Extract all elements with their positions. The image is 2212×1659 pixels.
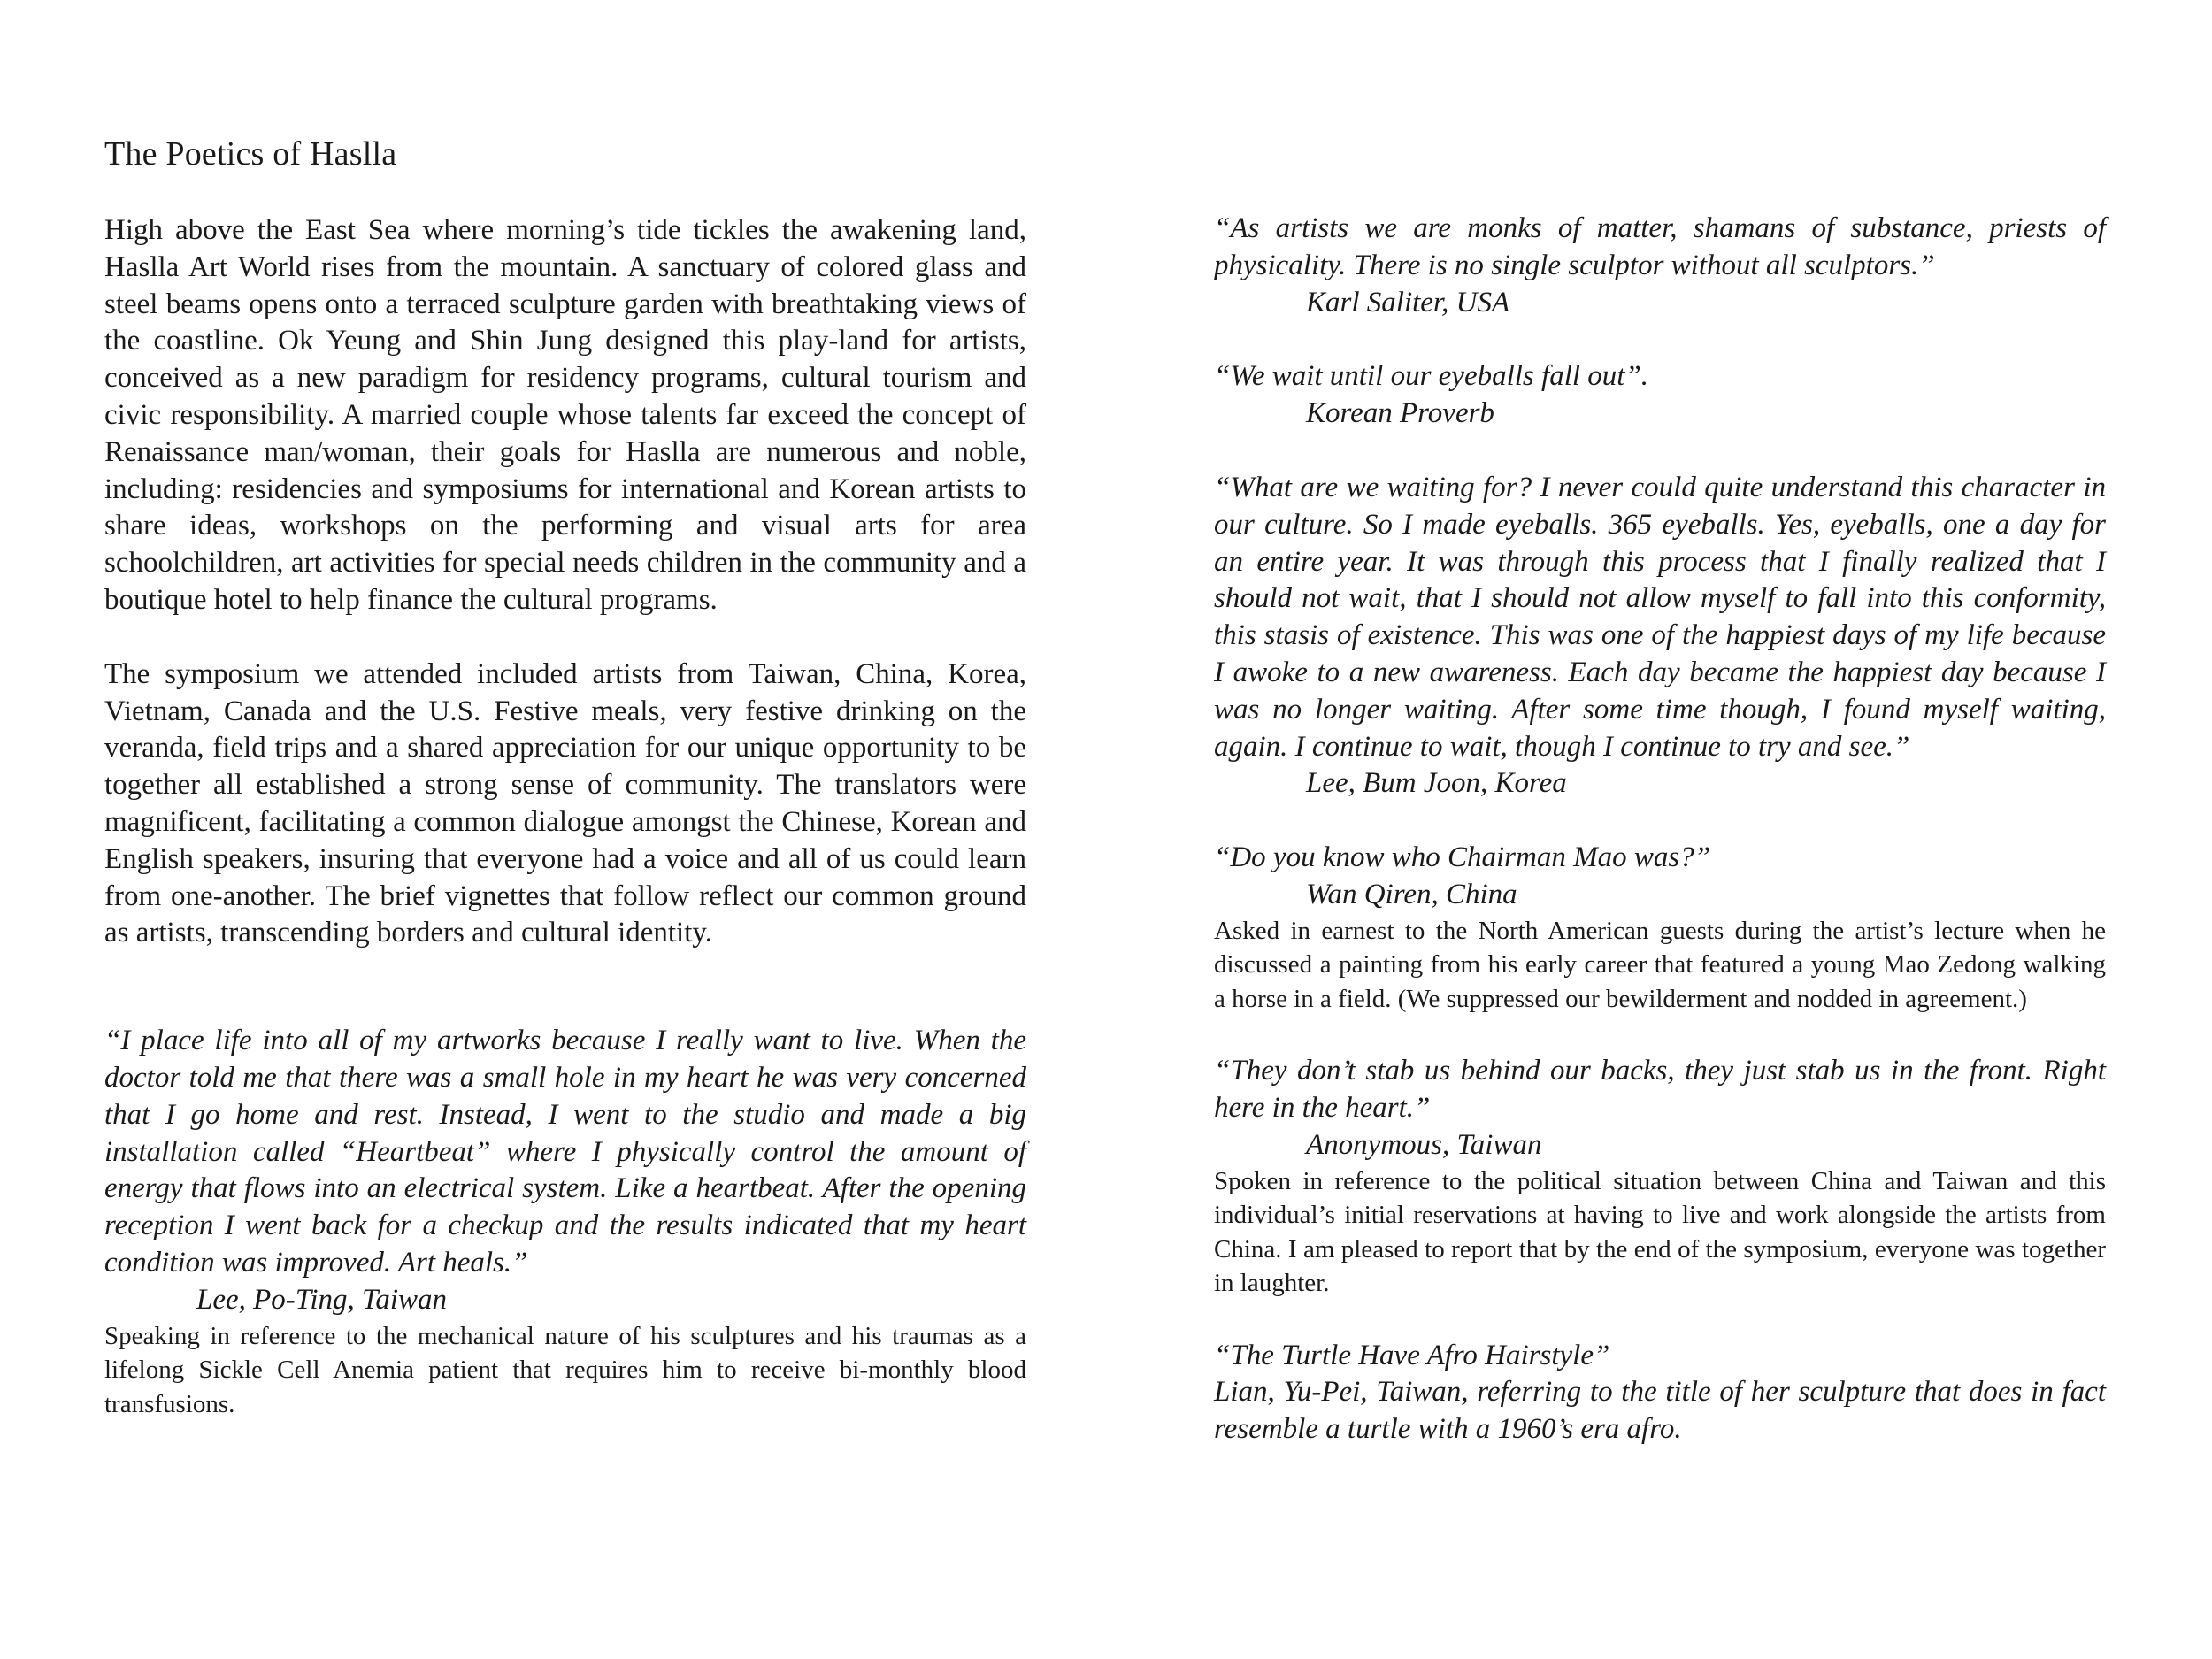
- quote-note: Asked in earnest to the North American guests during the artist’s lecture when he discussed a painting from his early career that featured a young Mao Zedong walking a horse in a field. (We suppressed our bewilderment and nodded in agreement.): [1214, 916, 2106, 1013]
- quote-text: “Do you know who Chairman Mao was?”: [1214, 841, 1711, 874]
- quote-attribution: Karl Saliter, USA: [1306, 286, 1510, 319]
- page-title: The Poetics of Haslla: [104, 135, 397, 173]
- quote-text: “What are we waiting for? I never could quite understand this character in our culture. So I made eyeballs. 365 eyeballs. Yes, eyeballs, one a day for an entire year. It was through this process that I finally realized that I should not wait, that I should not allow myself to fall into this conformity, this stasis of existence. This was one of the happiest days of my life because I awoke to a new awareness. Each day became the happiest day because I was no longer waiting. After some time though, I found myself waiting, again. I continue to wait, though I continue to try and see.”: [1214, 471, 2106, 763]
- right-page: [1106, 0, 2212, 1659]
- quote-note: Spoken in reference to the political situation between China and Taiwan and this individual’s initial reservations at having to live and work alongside the artists from China. I am pleased to report that by the end of the symposium, everyone was together in laughter.: [1214, 1166, 2106, 1298]
- quote-text: “They don’t stab us behind our backs, they just stab us in the front. Right here in the heart.”: [1214, 1055, 2106, 1125]
- quote-block-korean-proverb: [1214, 358, 2106, 433]
- quote-block-lee-po-ting: [104, 1023, 1026, 1421]
- quote-text: “The Turtle Have Afro Hairstyle”: [1214, 1339, 1610, 1371]
- quote-attribution: Lee, Po-Ting, Taiwan: [196, 1283, 447, 1316]
- quote-text: “I place life into all of my artworks because I really want to live. When the doctor told me that there was a small hole in my heart he was very concerned that I go home and rest. Instead, I went to the studio and made a big installation called “Heartbeat” where I physically control the amount of energy that flows into an electrical system. Like a heartbeat. After the opening reception I went back for a checkup and the results indicated that my heart condition was improved. Art heals.”: [104, 1025, 1026, 1279]
- quote-attribution: Korean Proverb: [1306, 397, 1494, 430]
- left-column: [104, 133, 1026, 1458]
- symposium-paragraph: The symposium we attended included artists from Taiwan, China, Korea, Vietnam, Canada and the U.S. Festive meals, very festive drinking on the veranda, field trips and a shared appreciation for our unique opportunity to be together all established a strong sense of community. The translators were magnificent, facilitating a common dialogue amongst the Chinese, Korean and English speakers, insuring that everyone had a voice and all of us could learn from one-another. The brief vignettes that follow reflect our common ground as artists, transcending borders and cultural identity.: [104, 657, 1026, 949]
- quote-text: “We wait until our eyeballs fall out”.: [1214, 360, 1649, 393]
- quote-note: Speaking in reference to the mechanical nature of his sculptures and his traumas as a lifelong Sickle Cell Anemia patient that requires him to receive bi-monthly blood transfusions.: [104, 1321, 1026, 1418]
- quote-block-karl-saliter: [1214, 211, 2106, 321]
- quote-caption: Lian, Yu-Pei, Taiwan, referring to the title of her sculpture that does in fact resemble a turtle with a 1960’s era afro.: [1214, 1376, 2106, 1446]
- intro-paragraph: High above the East Sea where morning’s tide tickles the awakening land, Haslla Art World rises from the mountain. A sanctuary of colored glass and steel beams opens onto a terraced sculpture garden with breathtaking views of the coastline. Ok Yeung and Shin Jung designed this play-land for artists, conceived as a new paradigm for residency programs, cultural tourism and civic responsibility. A married couple whose talents far exceed the concept of Renaissance man/woman, their goals for Haslla are numerous and noble, including: residencies and symposiums for international and Korean artists to share ideas, workshops on the performing and visual arts for area schoolchildren, art activities for special needs children in the community and a boutique hotel to help finance the cultural programs.: [104, 214, 1026, 616]
- quote-text: “As artists we are monks of matter, shamans of substance, priests of physicality. There is no single sculptor without all sculptors.”: [1214, 212, 2106, 281]
- quote-block-wan-qiren: [1214, 840, 2106, 1016]
- quote-attribution: Lee, Bum Joon, Korea: [1306, 767, 1567, 800]
- quote-block-lian-yu-pei: [1214, 1338, 2106, 1448]
- quote-attribution: Wan Qiren, China: [1306, 878, 1517, 910]
- right-column: [1214, 211, 2106, 1486]
- quote-block-lee-bum-joon: [1214, 470, 2106, 803]
- quote-attribution: Anonymous, Taiwan: [1306, 1128, 1542, 1161]
- quote-block-anonymous-taiwan: [1214, 1053, 2106, 1300]
